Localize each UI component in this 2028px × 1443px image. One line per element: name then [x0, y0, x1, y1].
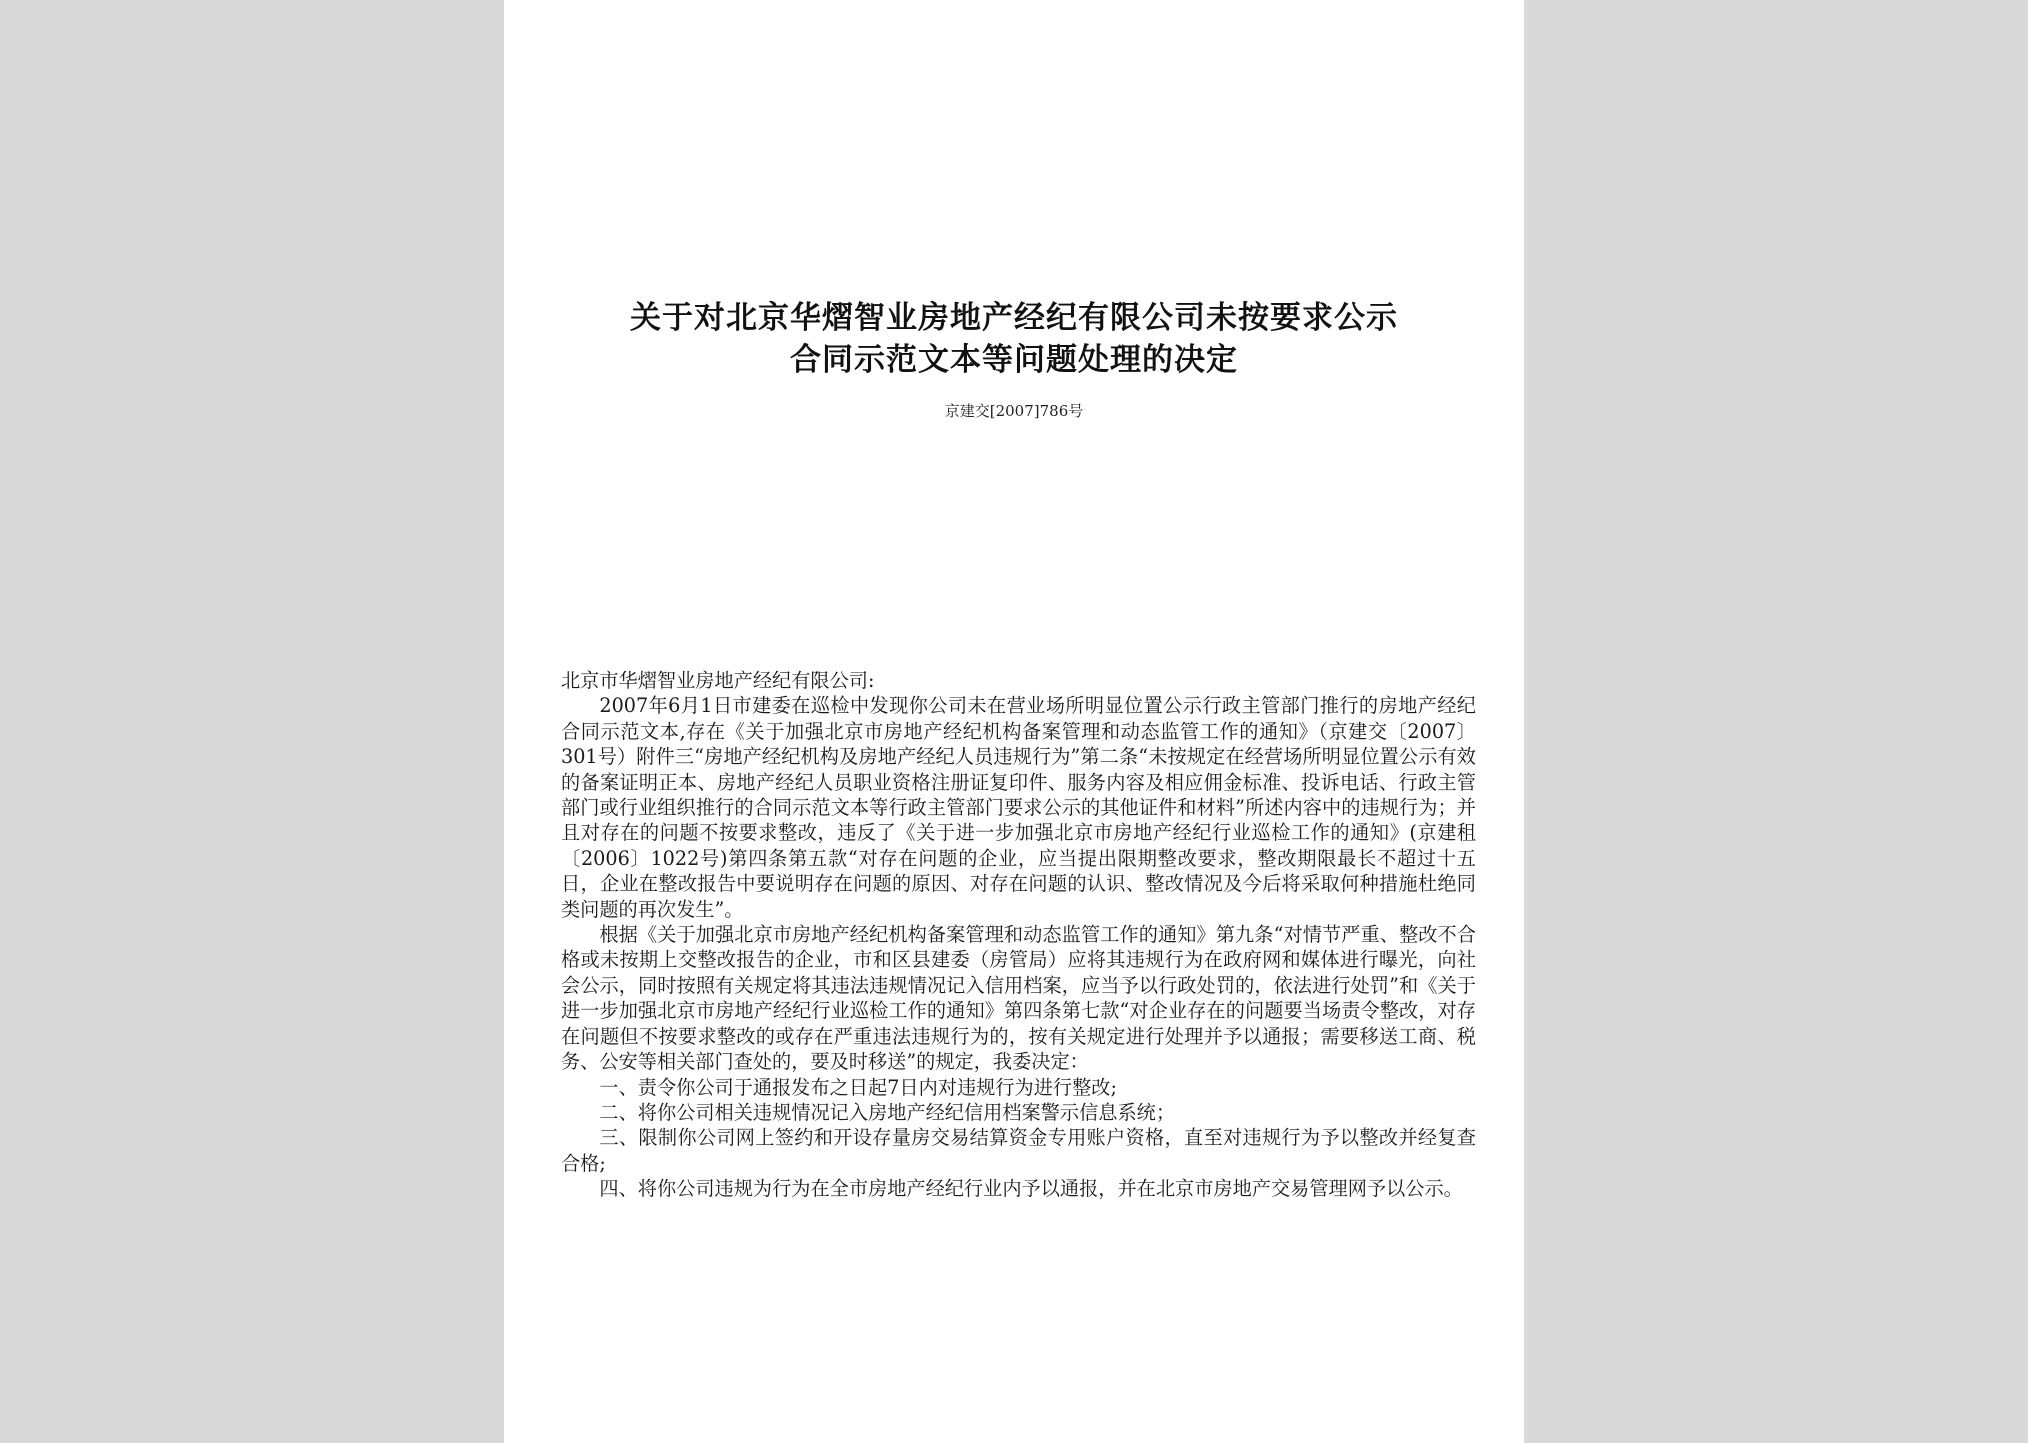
document-title-line-2: 合同示范文本等问题处理的决定 — [790, 342, 1238, 378]
document-body — [561, 668, 1476, 1202]
decision-item-3: 三、限制你公司网上签约和开设存量房交易结算资金专用账户资格，直至对违规行为予以整改并经复查合格; — [561, 1126, 1476, 1175]
document-title-line-1: 关于对北京华熠智业房地产经纪有限公司未按要求公示 — [630, 300, 1398, 336]
salutation: 北京市华熠智业房地产经纪有限公司: — [561, 669, 875, 692]
document-page — [504, 0, 1524, 1443]
decision-item-2: 二、将你公司相关违规情况记入房地产经纪信用档案警示信息系统； — [599, 1100, 1176, 1124]
document-number: 京建交[2007]786号 — [944, 402, 1084, 420]
decision-item-1: 一、责令你公司于通报发布之日起7日内对违规行为进行整改; — [599, 1075, 1117, 1099]
decision-item-4: 四、将你公司违规为行为在全市房地产经纪行业内予以通报，并在北京市房地产交易管理网予以公示。 — [599, 1177, 1463, 1201]
paragraph-findings: 2007年6月1日市建委在巡检中发现你公司未在营业场所明显位置公示行政主管部门推行的房地产经纪合同示范文本,存在《关于加强北京市房地产经纪机构备案管理和动态监管工作的通知》（京建交〔2007〕301号）附件三“房地产经纪机构及房地产经纪人员违规行为”第二条“未按规定在经营场所明显位置公示有效的备案证明正本、房地产经纪人员职业资格注册证复印件、服务内容及相应佣金标准、投诉电话、行政主管部门或行业组织推行的合同示范文本等行政主管部门要求公示的其他证件和材料”所述内容中的违规行为；并且对存在的问题不按要求整改，违反了《关于进一步加强北京市房地产经纪行业巡检工作的通知》(京建租〔2006〕1022号)第四条第五款“对存在问题的企业，应当提出限期整改要求，整改期限最长不超过十五日，企业在整改报告中要说明存在问题的原因、对存在问题的认识、整改情况及今后将采取何种措施杜绝同类问题的再次发生”。 — [561, 694, 1476, 921]
paragraph-basis: 根据《关于加强北京市房地产经纪机构备案管理和动态监管工作的通知》第九条“对情节严重、整改不合格或未按期上交整改报告的企业，市和区县建委（房管局）应将其违规行为在政府网和媒体进行曝光，向社会公示，同时按照有关规定将其违法违规情况记入信用档案，应当予以行政处罚的，依法进行处罚”和《关于进一步加强北京市房地产经纪行业巡检工作的通知》第四条第七款“对企业存在的问题要当场责令整改，对存在问题但不按要求整改的或存在严重违法违规行为的，按有关规定进行处理并予以通报；需要移送工商、税务、公安等相关部门查处的，要及时移送”的规定，我委决定： — [561, 923, 1476, 1074]
